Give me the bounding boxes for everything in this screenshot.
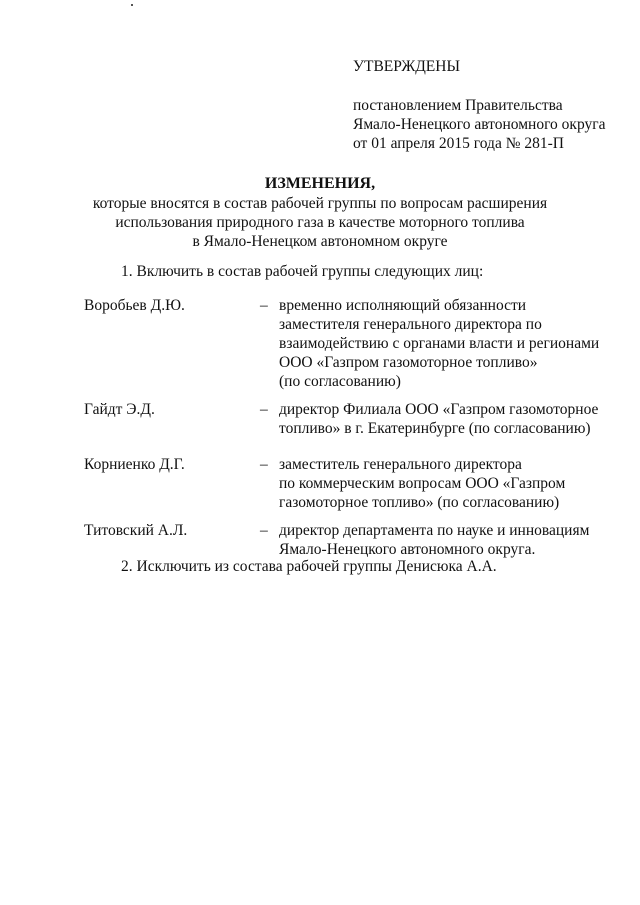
approval-line: постановлением Правительства xyxy=(353,97,563,114)
member-description xyxy=(279,296,599,391)
member-description xyxy=(279,400,598,438)
approval-block xyxy=(353,57,605,153)
description-line: директор департамента по науке и инновациям xyxy=(279,522,590,539)
heading-line: в Ямало-Ненецком автономном округе xyxy=(192,233,448,250)
member-name: Корниенко Д.Г. xyxy=(84,456,185,473)
description-line: газомоторное топливо» (по согласованию) xyxy=(279,494,560,511)
description-line: заместитель генерального директора xyxy=(279,456,522,473)
member-description xyxy=(279,455,565,512)
approval-line: от 01 апреля 2015 года № 281-П xyxy=(353,135,564,152)
point-1: 1. Включить в состав рабочей группы следующих лиц: xyxy=(121,263,484,280)
heading-line: использования природного газа в качестве моторного топлива xyxy=(115,214,525,231)
description-line: ООО «Газпром газомоторное топливо» xyxy=(279,354,538,371)
member-dash: – xyxy=(260,456,268,473)
member-name: Гайдт Э.Д. xyxy=(84,401,155,418)
description-line: взаимодействию с органами власти и регионами xyxy=(279,335,600,352)
member-dash: – xyxy=(260,297,268,314)
scan-speck xyxy=(131,4,133,6)
member-dash: – xyxy=(260,401,268,418)
member-name: Воробьев Д.Ю. xyxy=(84,297,185,314)
description-line: топливо» в г. Екатеринбурге (по согласованию) xyxy=(279,420,591,437)
approval-title: УТВЕРЖДЕНЫ xyxy=(353,58,460,75)
member-dash: – xyxy=(260,522,268,539)
heading-title: ИЗМЕНЕНИЯ, xyxy=(264,175,376,192)
heading-line: которые вносятся в состав рабочей группы по вопросам расширения xyxy=(92,195,548,212)
description-line: (по согласованию) xyxy=(279,373,401,390)
description-line: по коммерческим вопросам ООО «Газпром xyxy=(279,475,566,492)
description-line: директор Филиала ООО «Газпром газомоторное xyxy=(279,401,599,418)
description-line: временно исполняющий обязанности xyxy=(279,297,527,314)
member-description xyxy=(279,521,589,559)
document-heading xyxy=(0,174,640,251)
description-line: заместителя генерального директора по xyxy=(279,316,542,333)
description-line: Ямало-Ненецкого автономного округа. xyxy=(279,541,536,558)
approval-line: Ямало-Ненецкого автономного округа xyxy=(353,116,606,133)
member-name: Титовский А.Л. xyxy=(84,522,188,539)
point-2: 2. Исключить из состава рабочей группы Денисюка А.А. xyxy=(121,558,497,575)
